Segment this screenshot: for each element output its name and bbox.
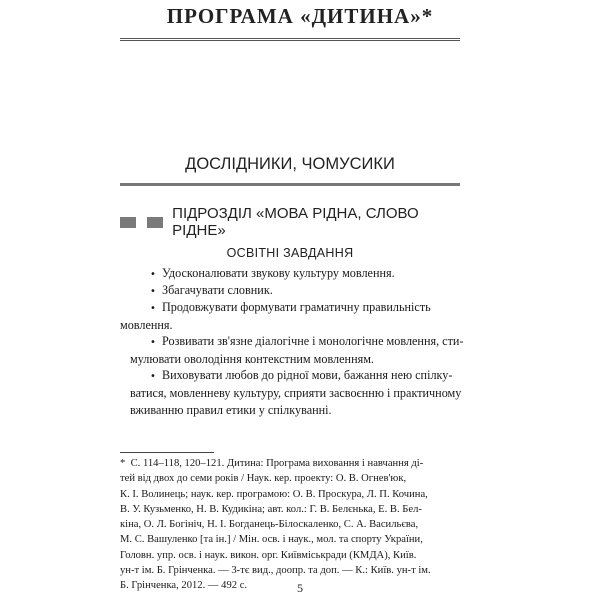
page-number: 5 bbox=[297, 581, 303, 595]
bullet-icon: • bbox=[150, 286, 156, 297]
footnote-line: Головн. упр. осв. і наук. викон. орг. Київміськради (КМДА), Київ. bbox=[120, 549, 417, 561]
task-line: • Продовжувати формувати граматичну правильність bbox=[150, 300, 431, 314]
task-item-4 bbox=[120, 333, 464, 368]
task-line: ватися, мовленневу культуру, сприяти засвоєнню і практичному bbox=[130, 386, 462, 400]
tasks-heading: ОСВІТНІ ЗАВДАННЯ bbox=[226, 246, 354, 260]
task-line: • Виховувати любов до рідної мови, бажання нею спілку- bbox=[150, 368, 453, 382]
task-line: • Розвивати зв'язне діалогічне і монологічне мовлення, сти- bbox=[150, 334, 464, 348]
footnote-marker: * bbox=[120, 458, 126, 469]
footnote-line: ун-т ім. Б. Грінченка. — 3-тє вид., доопр. та доп. — К.: Київ. ун-т ім. bbox=[120, 565, 431, 577]
grey-square-icon bbox=[120, 217, 136, 228]
bullet-icon: • bbox=[150, 269, 156, 280]
task-item-1 bbox=[120, 265, 460, 283]
bullet-icon: • bbox=[150, 371, 156, 382]
footnote-rule bbox=[120, 452, 214, 453]
task-line: мовлення. bbox=[120, 318, 173, 332]
task-line: • Удосконалювати звукову культуру мовлення. bbox=[150, 266, 395, 280]
section-title: ДОСЛІДНИКИ, ЧОМУСИКИ bbox=[185, 155, 395, 173]
running-head: ПРОГРАМА «ДИТИНА»* bbox=[166, 4, 434, 28]
footnote-line: К. І. Волинець; наук. кер. програмою: О. В. Проскура, Л. П. Кочина, bbox=[120, 488, 428, 500]
footnote-line: М. С. Вашуленко [та ін.] / Мін. осв. і наук., мол. та спорту України, bbox=[120, 534, 423, 546]
footnote-line: тей від двох до семи років / Наук. кер. проекту: О. В. Огнев'юк, bbox=[120, 473, 407, 485]
header-double-rule bbox=[120, 38, 460, 41]
bullet-icon: • bbox=[150, 337, 156, 348]
task-item-5 bbox=[120, 367, 460, 419]
footnote-line: кіна, О. Л. Богініч, Н. І. Богданець-Білоскаленко, С. А. Васильєва, bbox=[120, 519, 419, 531]
section-rule bbox=[120, 183, 460, 186]
task-line: мулювати оволодіння контекстним мовленням. bbox=[130, 352, 374, 366]
task-item-2 bbox=[120, 282, 460, 300]
task-line: • Збагачувати словник. bbox=[150, 283, 273, 297]
grey-square-icon bbox=[147, 217, 163, 228]
subsection-title: ПІДРОЗДІЛ «МОВА РІДНА, СЛОВО РІДНЕ» bbox=[172, 205, 419, 239]
task-line: вживанню правил етики у спілкуванні. bbox=[130, 403, 332, 417]
subsection-heading bbox=[120, 205, 460, 239]
footnote-line: В. У. Кузьменко, Н. В. Кудикіна; авт. кол.: Г. В. Белєнька, Е. В. Бел- bbox=[120, 503, 422, 515]
task-item-3 bbox=[120, 299, 460, 334]
bullet-icon: • bbox=[150, 303, 156, 314]
footnote-line: * С. 114–118, 120–121. Дитина: Програма виховання і навчання ді- bbox=[120, 458, 424, 469]
footnote bbox=[120, 456, 460, 594]
footnote-line: Б. Грінченка, 2012. — 492 с. bbox=[120, 580, 248, 592]
